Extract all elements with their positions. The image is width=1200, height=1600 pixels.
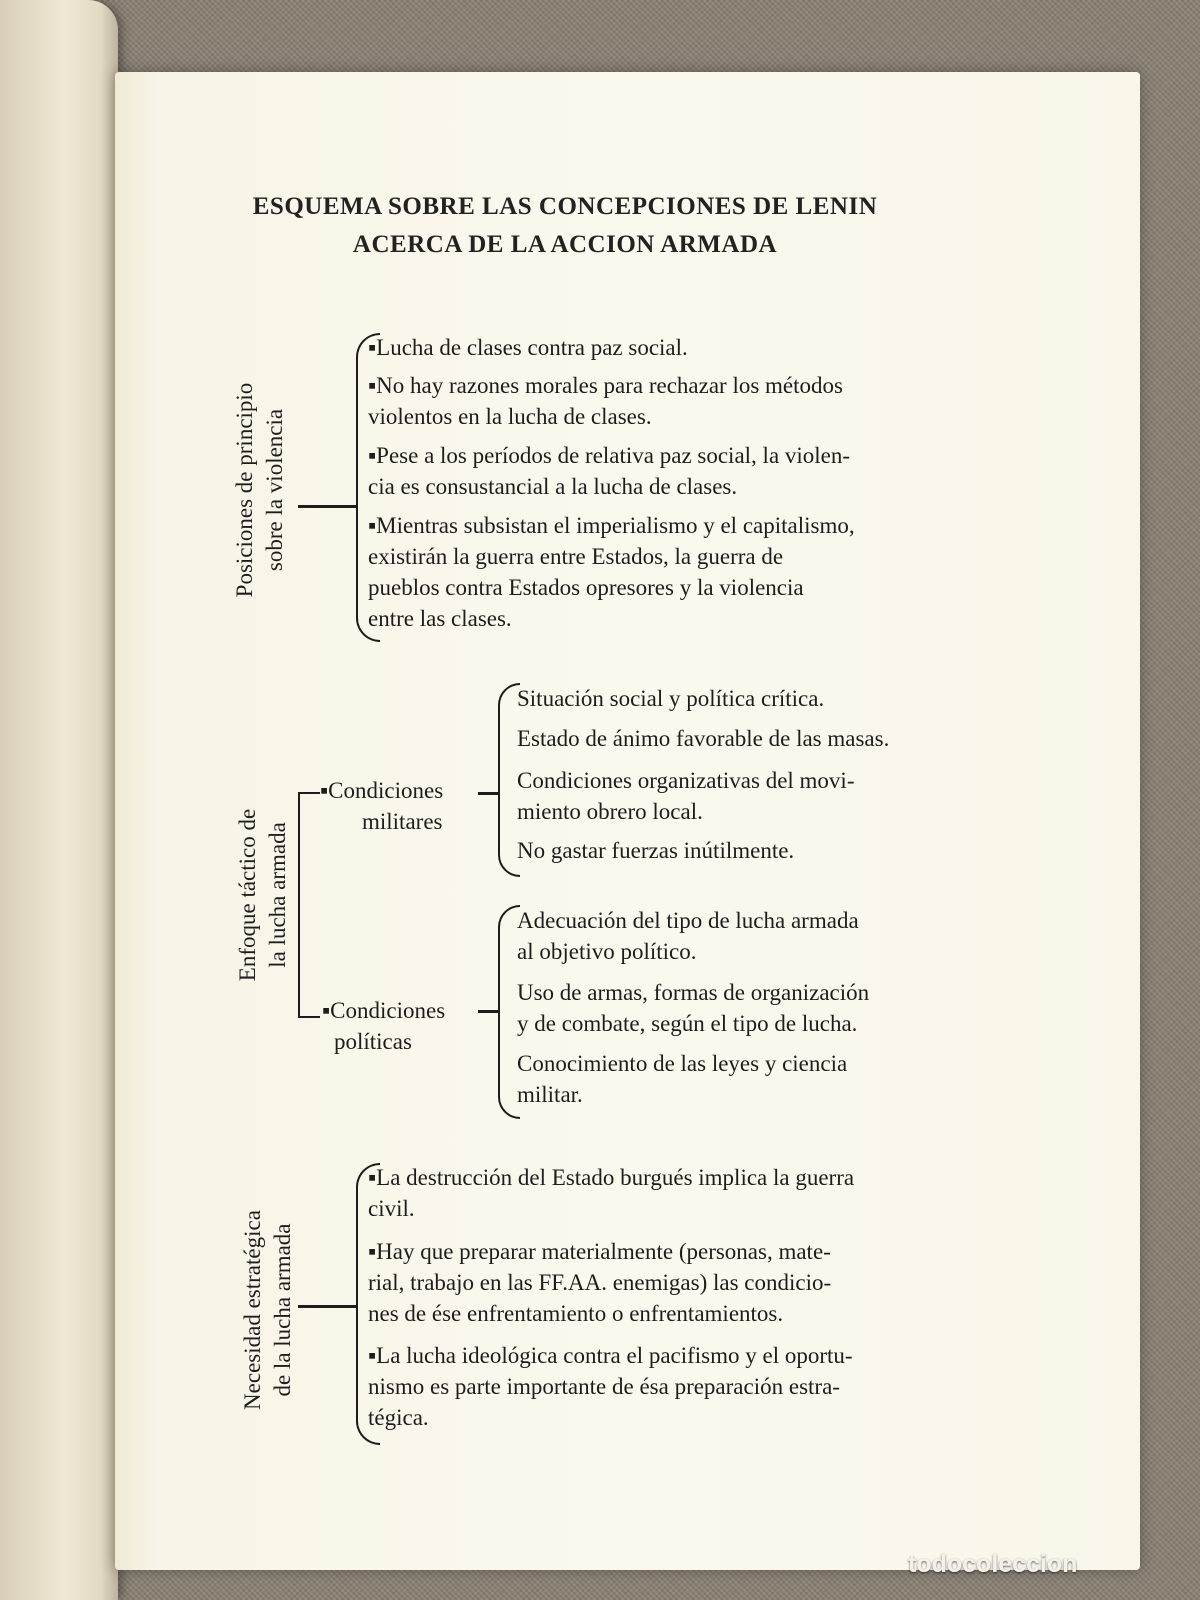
section3-label-line-1: Necesidad estratégica [240,1210,265,1410]
section3-label-line-2: de la lucha armada [270,1223,295,1397]
section2-bracket [298,792,320,1018]
site-watermark: todocoleccion [908,1550,1078,1578]
facing-page-edge [0,0,118,1600]
political-item-3: Conocimiento de las leyes y ciencia militar. [517,1051,848,1107]
section1-connector [298,505,358,508]
section1-label-line-2: sobre la violencia [262,408,287,572]
section1-item-4: ▪Mientras subsistan el imperialismo y el capitalismo, existirán la guerra entre Estados, la guerra de pueblos contra Estados opresores y la violencia entre las clases. [368,513,855,631]
political-item-2: Uso de armas, formas de organización y de combate, según el tipo de lucha. [517,980,870,1036]
military-item-3: Condiciones organizativas del movi- miento obrero local. [517,768,855,824]
section2-label-line-2: la lucha armada [265,822,290,968]
military-connector [478,792,498,795]
military-item-2: Estado de ánimo favorable de las masas. [517,726,890,751]
title-line-2: ACERCA DE LA ACCION ARMADA [352,231,778,258]
section3-item-1: ▪La destrucción del Estado burgués implica la guerra civil. [368,1165,855,1221]
section1-item-1: ▪Lucha de clases contra paz social. [368,335,688,360]
section3-connector [298,1305,358,1308]
section1-label-line-1: Posiciones de principio [232,382,257,598]
section3-item-2: ▪Hay que preparar materialmente (personas, mate- rial, trabajo en las FF.AA. enemigas) las condicio- nes de ése enfrentamiento o enfrentamientos. [368,1239,832,1326]
political-connector [478,1010,498,1013]
section1-item-3: ▪Pese a los períodos de relativa paz social, la violen- cia es consustancial a la lucha de clases. [368,443,851,499]
page-title [215,188,915,264]
political-conditions-label: ▪Condiciones políticas [322,998,446,1054]
military-conditions-label: ▪Condiciones militares [320,778,444,834]
military-item-4: No gastar fuerzas inútilmente. [517,838,795,863]
section3-item-3: ▪La lucha ideológica contra el pacifismo y el oportu- nismo es parte importante de ésa preparación estra- tégica. [368,1343,853,1430]
political-item-1: Adecuación del tipo de lucha armada al objetivo político. [517,908,859,964]
military-item-1: Situación social y política crítica. [517,686,825,711]
section1-item-2: ▪No hay razones morales para rechazar los métodos violentos en la lucha de clases. [368,373,843,429]
section2-label-line-1: Enfoque táctico de [235,808,260,982]
title-line-1: ESQUEMA SOBRE LAS CONCEPCIONES DE LENIN [252,193,878,220]
